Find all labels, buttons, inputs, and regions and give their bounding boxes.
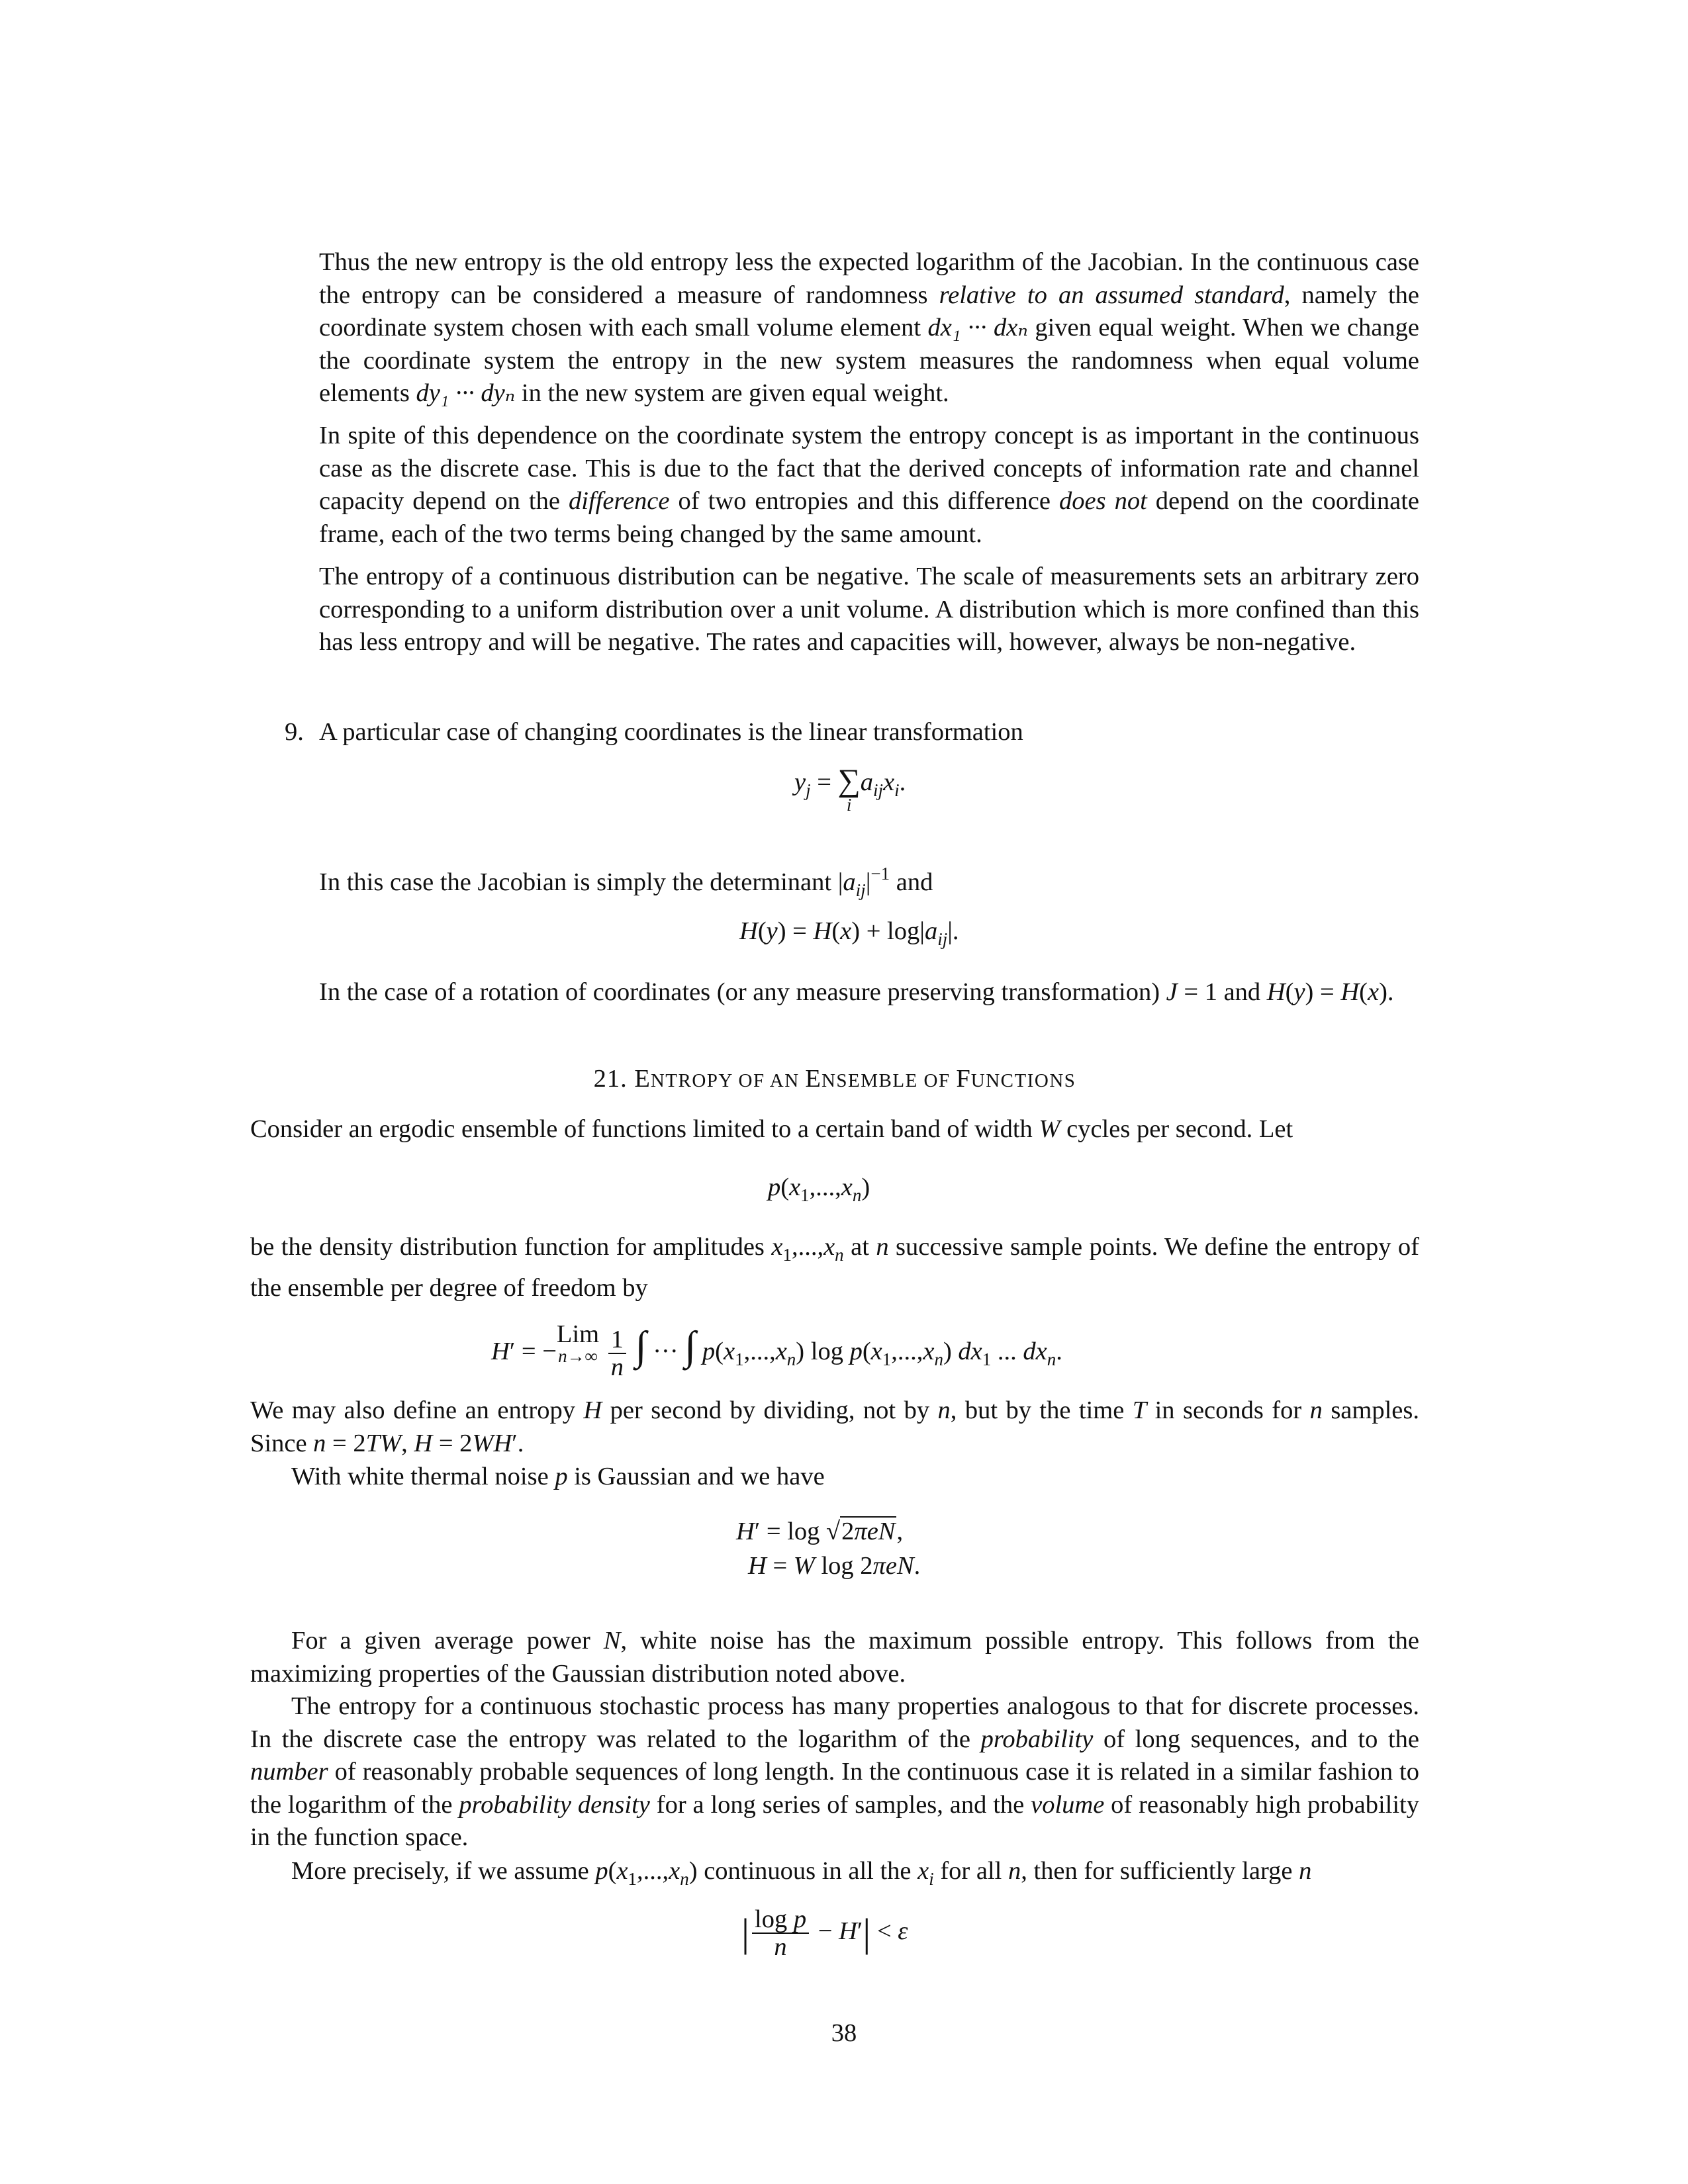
item9-rotation-text: In the case of a rotation of coordinates (or any measure preserving transformation) J = 1 and H(y) = H(x). [319, 978, 1394, 1006]
math-dx-volume: dx₁ ··· dxₙ [927, 314, 1028, 342]
paragraph-coordinate-dependence: In spite of this dependence on the coordinate system the entropy concept is as important in the continuous case as the discrete case. This is due to the fact that the derived concepts of information rate and channel capacity depend on the difference of two entropies and this difference does not depend on the coordinate frame, each of the two terms being changed by the same amount. [319, 422, 1419, 548]
paragraph-white-noise: With white thermal noise p is Gaussian and we have [291, 1463, 825, 1490]
equation-density-p: $p(x_1,...,x_n)$ [768, 1173, 870, 1205]
paragraph-more-precisely: More precisely, if we assume $p(x_1,...,x_n)$ continuous in all the $x_i$ for all n, then for sufficiently large n [291, 1857, 1312, 1889]
math-dy-volume: dy₁ ··· dyₙ [416, 379, 516, 408]
paragraph-continuous-stochastic: The entropy for a continuous stochastic process has many properties analogous to that for discrete processes. In the discrete case the entropy was related to the logarithm of the probability of long sequences, and to the number of reasonably probable sequences of long length. In the continuous case it is related in a similar fashion to the logarithm of the probability density for a long series of samples, and the volume of reasonably high probability in the function space. [250, 1692, 1420, 1852]
paragraph-maximum-entropy: For a given average power N, white noise has the maximum possible entropy. This follows from the maximizing properties of the Gaussian distribution noted above. [250, 1627, 1419, 1688]
paragraph-ergodic-ensemble: Consider an ergodic ensemble of functions limited to a certain band of width W cycles per second. Let [250, 1115, 1293, 1143]
equation-convergence: | $\frac{\text{log p}}{n}$ − H′| < ε [741, 1905, 908, 1961]
item9-jacobian-text: In this case the Jacobian is simply the determinant $|a_{ij}|^{-1}$ and [319, 864, 933, 900]
equation-entropy-per-degree: H′ = −Lim n→∞ $\frac{1}{n}$ ∫ ··· ∫ $p(x_1,...,x_n)$ $\log p(x_1,...,x_n)$ $dx_1$ ... $dx_n$. [491, 1320, 1062, 1382]
page-number: 38 [831, 2019, 857, 2047]
paragraph-entropy-per-second: We may also define an entropy H per second by dividing, not by n, but by the time T in seconds for n samples. Since n = 2TW, H = 2WH′. [250, 1396, 1419, 1457]
item9-intro: A particular case of changing coordinates is the linear transformation [319, 718, 1023, 746]
paragraph-negative-entropy: The entropy of a continuous distribution can be negative. The scale of measurements sets an arbitrary zero corresponding to a uniform distribution over a unit volume. A distribution which is more confined than this has less entropy and will be negative. The rates and capacities will, however, always be non-negative. [319, 563, 1419, 657]
equation-gaussian-h: H = W log 2πeN. [748, 1552, 921, 1580]
paragraph-entropy-jacobian: Thus the new entropy is the old entropy less the expected logarithm of the Jacobian. In the continuous case the entropy can be considered a measure of randomness relative to an assumed standard, namely the coordinate system chosen with each small volume element dx₁ ··· dxₙ given equal weight. When we change the coordinate system the entropy in the new system measures the randomness when equal volume elements dy₁ ··· dyₙ in the new system are given equal weight. [319, 248, 1419, 408]
paragraph-density-definition: be the density distribution function for amplitudes $x_1,...,x_n$ at n successive sample points. We define the entropy of the ensemble per degree of freedom by [250, 1233, 1419, 1302]
equation-entropy-linear: $H(y) = H(x) + \log|a_{ij}|$. [739, 917, 959, 949]
equation-linear-transform: $y_j$ = ∑ i $a_{ij}x_i$. [794, 763, 906, 815]
section-heading: 21. ENTROPY OF AN ENSEMBLE OF FUNCTIONS [593, 1065, 1076, 1093]
list-number-9: 9. [285, 718, 304, 746]
equation-gaussian-h-prime: H′ = log √2πeN, [736, 1518, 904, 1545]
